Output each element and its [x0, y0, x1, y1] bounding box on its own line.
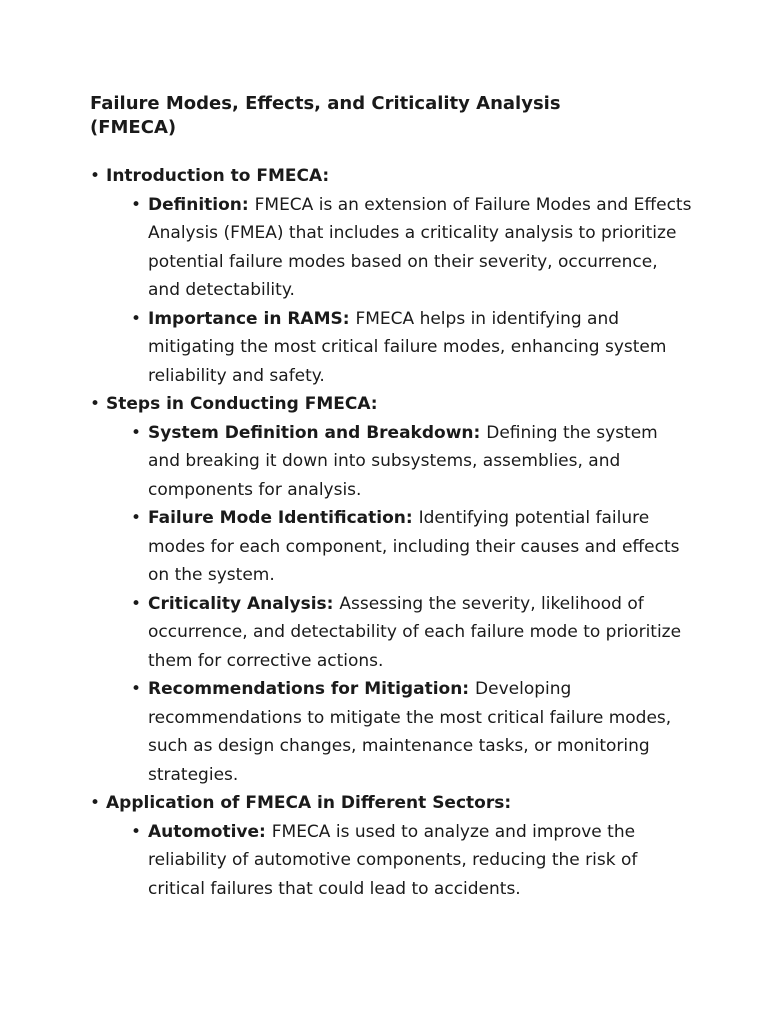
list-item: [131, 818, 693, 904]
item-term: Recommendations for Mitigation:: [148, 679, 476, 699]
item-term: Criticality Analysis:: [148, 593, 340, 614]
section-introduction: [90, 162, 692, 390]
list-item: [131, 419, 693, 505]
item-list: [106, 191, 692, 391]
bullet-icon: •: [131, 194, 142, 215]
item-text: Defining the system and breaking it down into subsystems, assemblies, and components for analysis.: [148, 422, 658, 500]
section-heading: Steps in Conducting FMECA:: [106, 394, 378, 414]
item-list: [106, 818, 678, 904]
item-text: FMECA is used to analyze and improve the reliability of automotive components, reducing the risk of critical failures that could lead to accidents.: [148, 821, 638, 899]
item-list: [106, 419, 682, 790]
item-text: FMECA helps in identifying and mitigating the most critical failure modes, enhancing system reliability and safety.: [148, 308, 667, 386]
list-item: [131, 305, 693, 391]
item-term: Importance in RAMS:: [148, 308, 356, 329]
section-list: [90, 162, 692, 903]
list-item: [131, 191, 693, 305]
section-heading: Application of FMECA in Different Sectors:: [106, 793, 512, 813]
item-term: Failure Mode Identification:: [148, 508, 419, 528]
bullet-icon: •: [131, 821, 142, 842]
item-text: Assessing the severity, likelihood of occurrence, and detectability of each failure mode to prioritize them for corrective actions.: [148, 593, 682, 671]
item-text: Identifying potential failure modes for each component, including their causes and effects on the system.: [148, 508, 680, 585]
bullet-icon: •: [90, 394, 101, 414]
bullet-icon: •: [131, 422, 142, 443]
bullet-icon: •: [90, 793, 101, 813]
list-item: [131, 675, 693, 789]
section-applications: [90, 789, 678, 903]
document-title: Failure Modes, Effects, and Criticality Analysis (FMECA): [90, 93, 561, 138]
list-item: [131, 504, 693, 590]
item-text: Developing recommendations to mitigate the most critical failure modes, such as design changes, maintenance tasks, or monitoring strategies.: [148, 679, 672, 785]
item-text: FMECA is an extension of Failure Modes and Effects Analysis (FMEA) that includes a criticality analysis to prioritize potential failure modes based on their severity, occurrence, and detectability.: [148, 194, 692, 300]
item-term: System Definition and Breakdown:: [148, 422, 487, 443]
item-term: Automotive:: [148, 821, 272, 842]
bullet-icon: •: [131, 593, 142, 614]
bullet-icon: •: [131, 679, 142, 699]
section-heading: Introduction to FMECA:: [106, 166, 330, 186]
bullet-icon: •: [131, 508, 142, 528]
section-steps: [90, 390, 682, 789]
list-item: [131, 590, 693, 676]
bullet-icon: •: [131, 308, 142, 329]
bullet-icon: •: [90, 166, 101, 186]
item-term: Definition:: [148, 194, 255, 215]
